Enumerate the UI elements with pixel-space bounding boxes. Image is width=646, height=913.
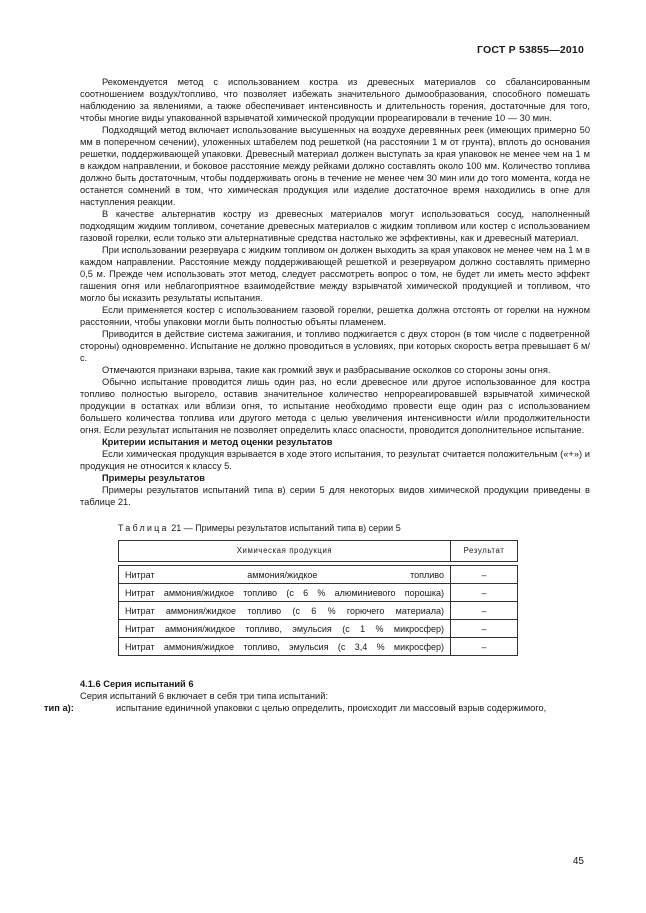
table-header-row: [119, 541, 518, 562]
paragraph: При использовании резервуара с жидким топливом он должен выходить за края упаковок не менее чем на 1 м в каждом направлении. Расстояние между поддерживающей решеткой и резервуаром должно составлять примерно 0,5 м. Прежде чем использовать этот метод, следует рассмотреть вопрос о том, не будет ли иметь место эффект гашения огня или неблагоприятное взаимодействие между взрывчатой химической продукцией и топливом, что могло бы исказить результаты испытания.: [80, 245, 590, 303]
subsection-heading: Критерии испытания и метод оценки результатов: [102, 437, 333, 447]
column-header-result: Результат: [451, 541, 518, 562]
list-item-term: тип а):: [44, 703, 74, 713]
table-caption: [118, 522, 590, 534]
paragraph: Рекомендуется метод с использованием костра из древесных материалов со сбалансированным соотношением воздух/топливо, что позволяет избежать значительного дымообразования, способного помешать наблюдению за явлениями, а также обеспечивает интенсивность и длительность горения, достаточные для того, чтобы многие виды упакованной взрывчатой химической продукции прореагировали в течение 10 — 30 мин.: [80, 77, 590, 123]
table-cell-result: –: [451, 638, 518, 656]
paragraph: Обычно испытание проводится лишь один раз, но если древесное или другое использованное для костра топливо полностью выгорело, оставив значительное количество непрореагировавшей взрывчатой химической продукции в остатках или вблизи огня, то испытание необходимо провести еще один раз с использованием большего количества топлива или другого метода с целью увеличения интенсивности и/или продолжительности огня. Если результат испытания не позволяет определить класс опасности, проводится дополнительное испытание.: [80, 377, 590, 435]
table-cell-result: –: [451, 566, 518, 584]
table-cell-product: Нитрат аммония/жидкое топливо, эмульсия (с 3,4 % микросфер): [119, 638, 451, 656]
table-cell-product: Нитрат аммония/жидкое топливо (с 6 % горючего материала): [119, 602, 451, 620]
table-row: [119, 602, 518, 620]
list-item-type-a: [44, 702, 590, 714]
table-cell-result: –: [451, 620, 518, 638]
paragraph: Если химическая продукция взрывается в ходе этого испытания, то результат считается положительным («+») и продукция не относится к классу 5.: [80, 449, 590, 471]
table-caption-prefix: Таблица: [118, 523, 169, 533]
paragraph: Если применяется костер с использованием газовой горелки, решетка должна отстоять от горелки на нужном расстоянии, чтобы упаковки могли быть полностью объяты пламенем.: [80, 305, 590, 327]
table-cell-product: Нитрат аммония/жидкое топливо, эмульсия (с 1 % микросфер): [119, 620, 451, 638]
page-number: 45: [572, 856, 584, 867]
paragraph: Серия испытаний 6 включает в себя три типа испытаний:: [80, 691, 329, 701]
results-table: [118, 540, 518, 656]
list-item-text: испытание единичной упаковки с целью определить, происходит ли массовый взрыв содержимого,: [116, 703, 547, 713]
column-header-product: Химическая продукция: [119, 541, 451, 562]
table-caption-text: 21 — Примеры результатов испытаний типа в) серии 5: [168, 523, 401, 533]
table-cell-result: –: [451, 602, 518, 620]
document-header: ГОСТ Р 53855—2010: [476, 44, 584, 56]
paragraph: Приводится в действие система зажигания, и топливо поджигается с двух сторон (в том числе с подветренной стороны) одновременно. Испытание не должно проводиться в условиях, при которых скорость ветра превышает 6 м/с.: [80, 329, 590, 363]
paragraph: Примеры результатов испытаний типа в) серии 5 для некоторых видов химической продукции приведены в таблице 21.: [80, 485, 590, 507]
table-row: [119, 566, 518, 584]
section-heading: 4.1.6 Серия испытаний 6: [80, 679, 194, 689]
paragraph: Отмечаются признаки взрыва, такие как громкий звук и разбрасывание осколков со стороны зоны огня.: [102, 365, 551, 375]
table-row: [119, 620, 518, 638]
table-cell-result: –: [451, 584, 518, 602]
paragraph: Подходящий метод включает использование высушенных на воздухе деревянных реек (имеющих примерно 50 мм в поперечном сечении), уложенных штабелем под решеткой (на расстоянии 1 м от грунта), вплоть до основания решетки, поддерживающей упаковки. Древесный материал должен выступать за края упаковок не менее чем на 1 м в каждом направлении, и боковое расстояние между рейками должно составлять около 100 мм. Количество топлива должно быть достаточным, чтобы поддерживать огонь в течение не менее чем 30 мин или до того момента, когда не останется сомнений в том, что химическая продукция или изделие достаточное время находились в огне для наступления реакции.: [80, 125, 590, 207]
table-cell-product: Нитрат аммония/жидкое топливо (с 6 % алюминиевого порошка): [119, 584, 451, 602]
page-content: [44, 76, 590, 714]
paragraph: В качестве альтернатив костру из древесных материалов могут использоваться сосуд, наполненный подходящим жидким топливом, сочетание древесных материалов с жидким топливом или костер с использованием газовой горелки, если только эти альтернативные средства настолько же эффективны, как и древесный материал.: [80, 209, 590, 243]
table-row: [119, 638, 518, 656]
table-cell-product: Нитрат аммония/жидкое топливо: [119, 566, 451, 584]
subsection-heading: Примеры результатов: [102, 473, 205, 483]
table-row: [119, 584, 518, 602]
